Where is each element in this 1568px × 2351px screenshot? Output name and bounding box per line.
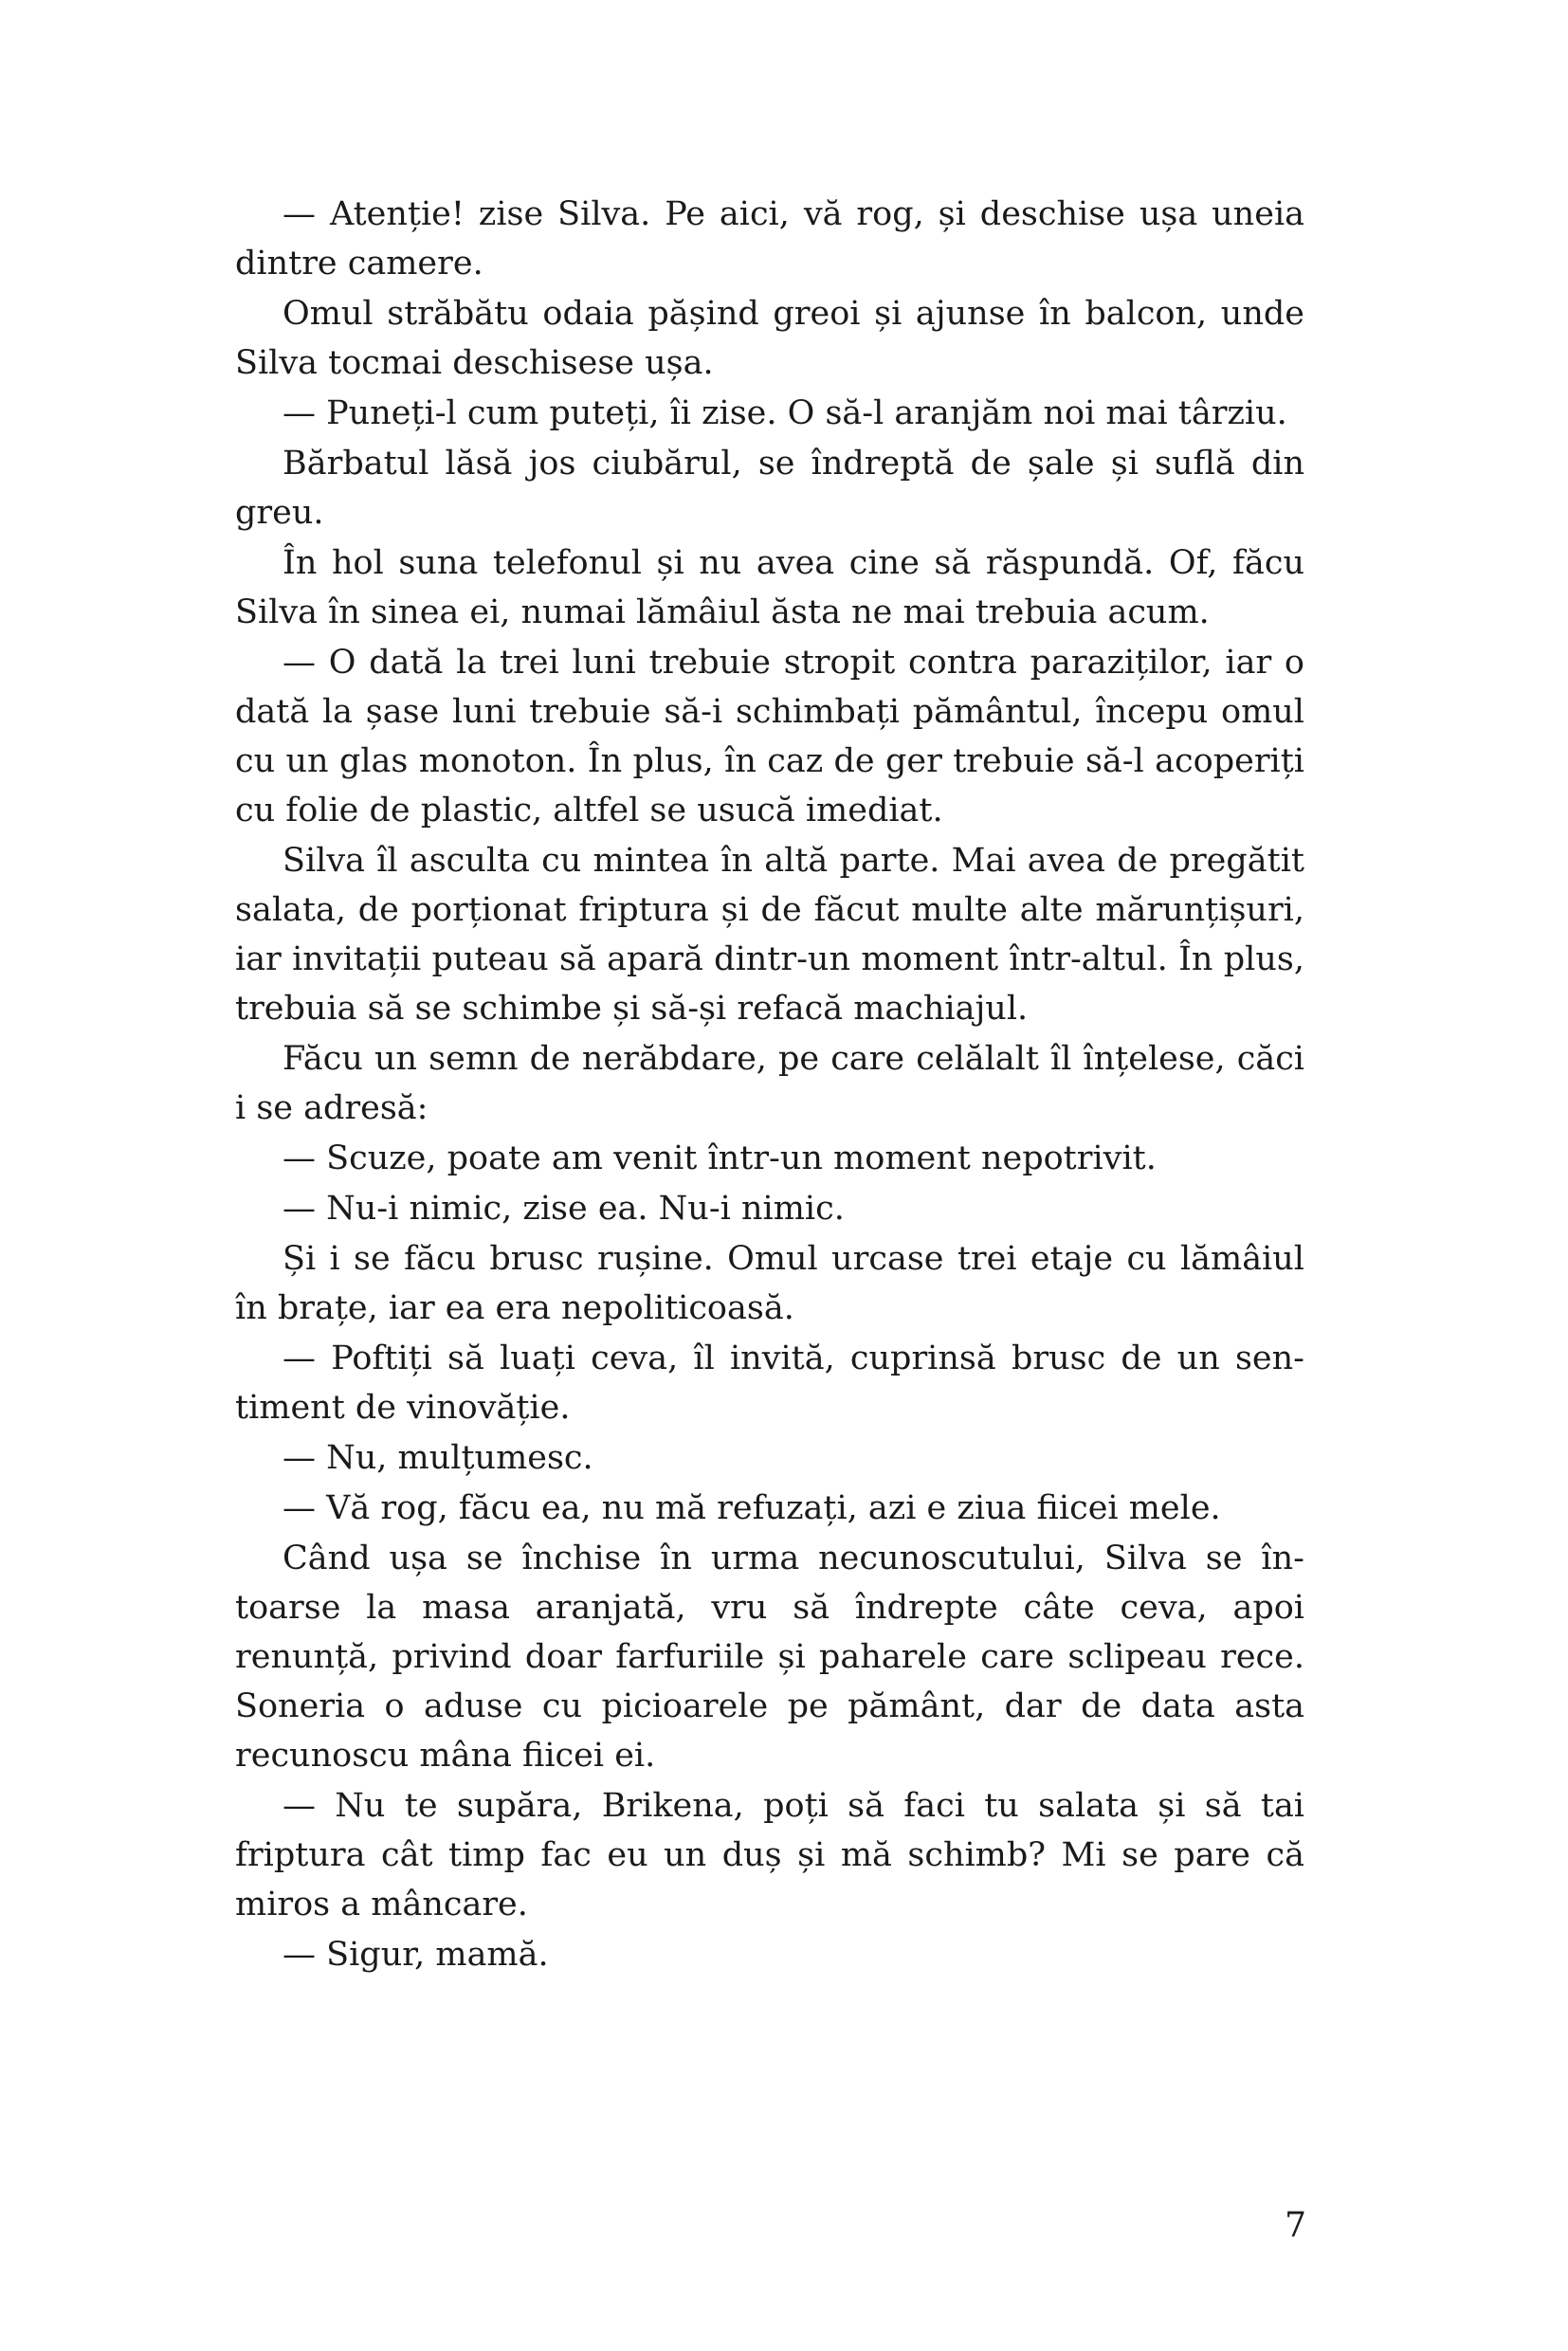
paragraph: — Nu, mulțumesc. (283, 1439, 593, 1477)
paragraph: — Puneți-l cum puteți, îi zise. O să-l aranjăm noi mai târziu. (283, 394, 1287, 432)
paragraph: Omul străbătu odaia pășind greoi și ajunse în balcon, unde Silva tocmai deschisese ușa. (235, 295, 1304, 382)
paragraph: — Atenție! zise Silva. Pe aici, vă rog, și deschise ușa uneia dintre camere. (235, 195, 1304, 282)
paragraph: În hol suna telefonul și nu avea cine să răspundă. Of, făcu Silva în sinea ei, numai lămâiul ăsta ne mai trebuia acum. (235, 544, 1304, 631)
paragraph: Când ușa se închise în urma necunoscutului, Silva se întoarse la masa aranjată, vru să îndrepte câte ceva, apoi renunță, privind doar farfuriile și paharele care sclipeau rece. Soneria o aduse cu picioarele pe pământ, dar de data asta recunoscu mâna fiicei ei. (235, 1540, 1304, 1775)
paragraph: — Poftiți să luați ceva, îl invită, cuprinsă brusc de un sentiment de vinovăție. (235, 1340, 1304, 1427)
paragraph: Bărbatul lăsă jos ciubărul, se îndreptă de șale și suflă din greu. (235, 445, 1304, 532)
paragraph: Și i se făcu brusc rușine. Omul urcase trei etaje cu lămâiul în brațe, iar ea era nepoliticoasă. (235, 1240, 1304, 1327)
paragraph: — Scuze, poate am venit într-un moment nepotrivit. (283, 1139, 1157, 1177)
paragraph: Făcu un semn de nerăbdare, pe care celălalt îl înțelese, căci i se adresă: (235, 1040, 1304, 1127)
page-number: 7 (1285, 2206, 1306, 2245)
paragraph: — O dată la trei luni trebuie stropit contra paraziților, iar o dată la șase luni trebuie să-i schimbați pământul, începu omul cu un glas monoton. În plus, în caz de ger trebuie să-l acoperiți cu folie de plastic, altfel se usucă imediat. (235, 644, 1304, 829)
paragraph: — Nu-i nimic, zise ea. Nu-i nimic. (283, 1190, 845, 1228)
paragraph: Silva îl asculta cu mintea în altă parte. Mai avea de pregătit salata, de porționat friptura și de făcut multe alte mărunțișuri, iar invitații puteau să apară dintr-un moment într-altul. În plus, trebuia să se schimbe și să-și refacă machiajul. (235, 842, 1304, 1028)
paragraph: — Sigur, mamă. (283, 1936, 549, 1974)
body-text (235, 190, 1304, 1980)
paragraph: — Vă rog, făcu ea, nu mă refuzați, azi e ziua fiicei mele. (283, 1489, 1221, 1527)
paragraph: — Nu te supăra, Brikena, poți să faci tu salata și să tai friptura cât timp fac eu un duș și mă schimb? Mi se pare că miros a mâncare. (235, 1787, 1304, 1923)
